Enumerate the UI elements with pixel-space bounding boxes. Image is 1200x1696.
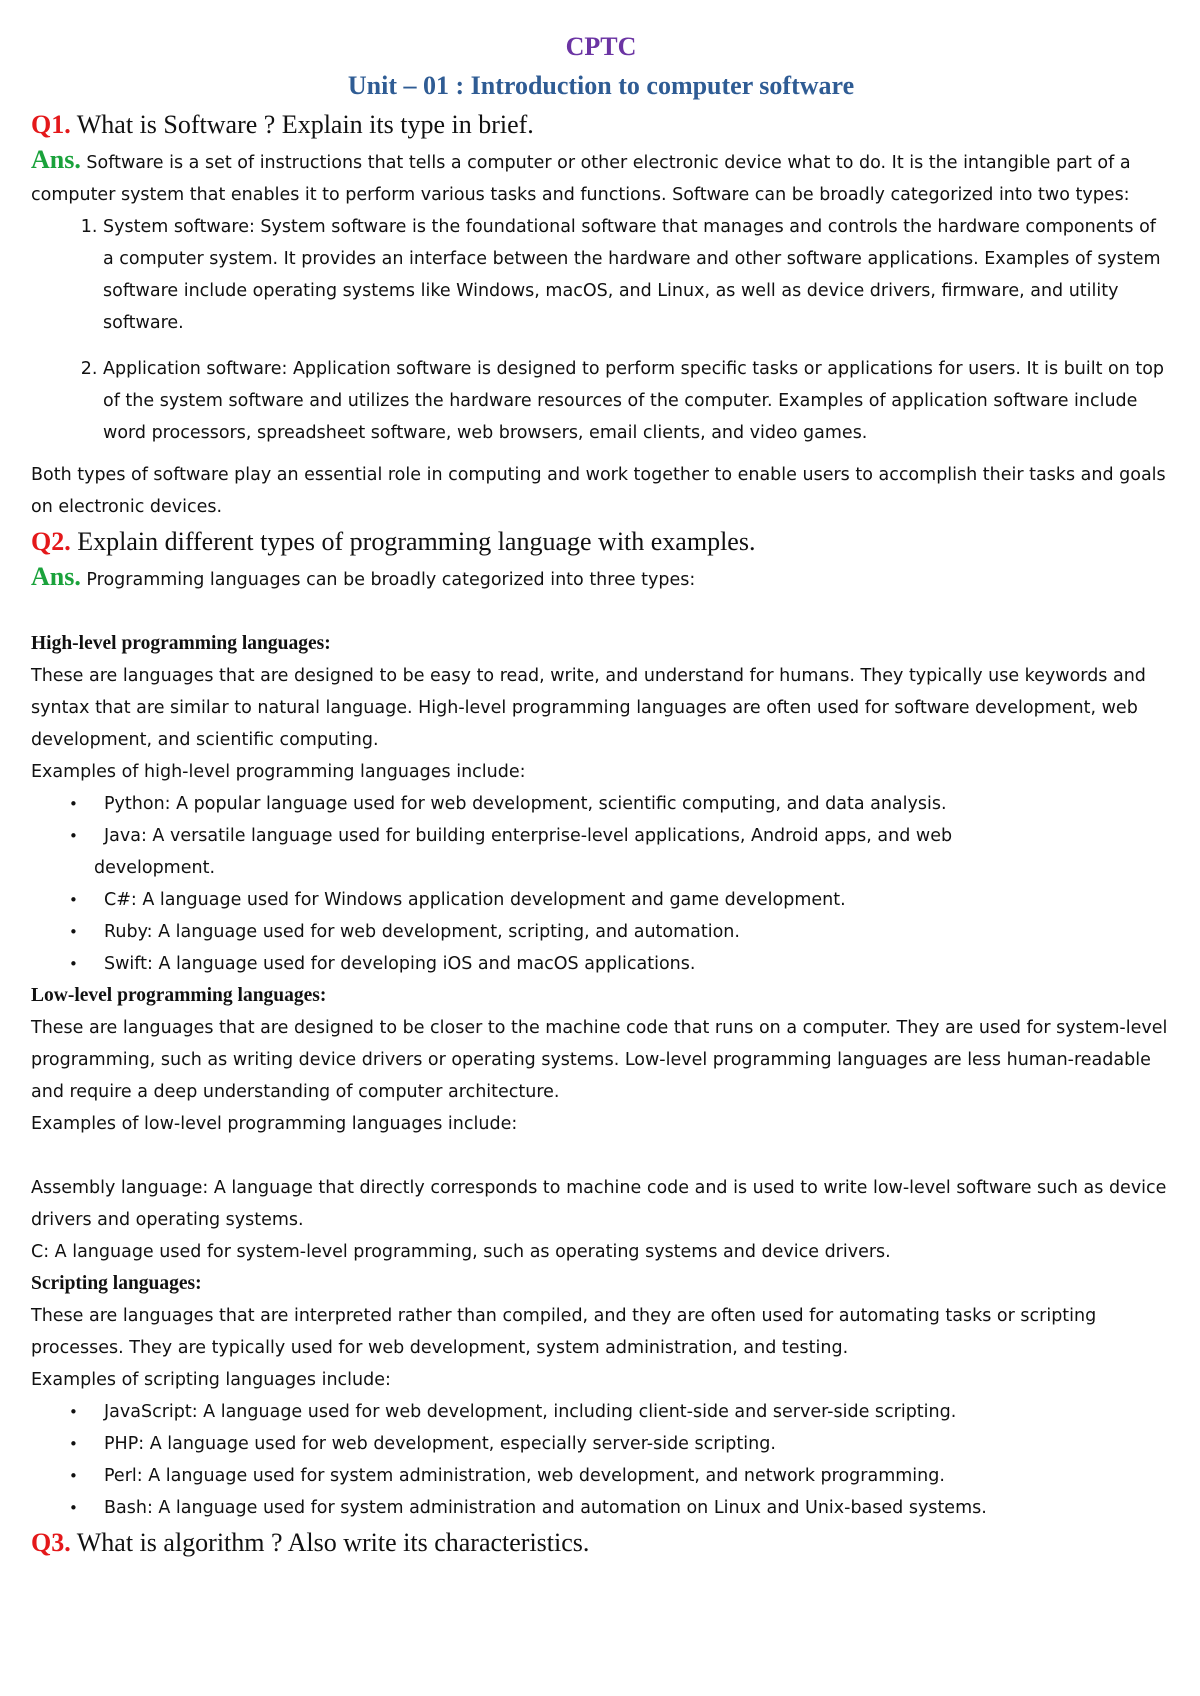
list-item-continuation: development. [94, 858, 216, 878]
question-3-label: Q3. [31, 1528, 71, 1557]
list-item-php [31, 1428, 1171, 1460]
question-2-text: Explain different types of programming language with examples. [70, 527, 756, 556]
list-item-ruby [31, 916, 1171, 948]
bullet-icon: • [69, 1499, 78, 1517]
question-3-text: What is algorithm ? Also write its characteristics. [70, 1528, 590, 1557]
scripting-examples-intro: Examples of scripting languages include: [31, 1370, 391, 1390]
high-level-examples-intro: Examples of high-level programming languages include: [31, 762, 526, 782]
answer-1-intro-text: Software is a set of instructions that tells a computer or other electronic device what to do. It is the intangible part of a computer system that enables it to perform various tasks and functions. Software can be broadly categorized into two types: [31, 153, 1131, 205]
low-level-heading: Low-level programming languages: [31, 985, 327, 1006]
list-item-text: Perl: A language used for system administration, web development, and network programming. [104, 1466, 945, 1486]
high-level-examples-list [31, 788, 1171, 980]
bullet-icon: • [69, 1403, 78, 1421]
answer-2-intro [31, 561, 1171, 596]
question-2-label: Q2. [31, 527, 71, 556]
question-3 [31, 1524, 1171, 1562]
list-item-system-software: 1. System software: System software is the foundational software that manages and controls the hardware components of a computer system. It provides an interface between the hardware and other software applications. Examples of system software include operating systems like Windows, macOS, and Linux, as well as device drivers, firmware, and utility software. [103, 211, 1171, 339]
bullet-icon: • [69, 1435, 78, 1453]
answer-1-intro [31, 144, 1171, 211]
list-item-perl [31, 1460, 1171, 1492]
unit-heading: Unit – 01 : Introduction to computer software [347, 71, 855, 100]
scripting-heading: Scripting languages: [31, 1273, 202, 1294]
high-level-description: These are languages that are designed to be easy to read, write, and understand for humans. They typically use keywords and syntax that are similar to natural language. High-level programming languages are often used for software development, web development, and scientific computing. [31, 666, 1146, 750]
list-item-text: C#: A language used for Windows application development and game development. [104, 890, 846, 910]
bullet-icon: • [69, 891, 78, 909]
bullet-icon: • [69, 1467, 78, 1485]
question-1-text: What is Software ? Explain its type in brief. [70, 110, 534, 139]
bullet-icon: • [69, 827, 78, 845]
list-item-csharp [31, 884, 1171, 916]
question-2 [31, 523, 1171, 561]
list-item-python [31, 788, 1171, 820]
answer-1-label: Ans. [31, 145, 81, 174]
software-types-list [31, 211, 1171, 449]
list-item-text: Python: A popular language used for web development, scientific computing, and data analysis. [104, 794, 947, 814]
list-item-javascript [31, 1396, 1171, 1428]
list-item-text: PHP: A language used for web development, especially server-side scripting. [104, 1434, 776, 1454]
list-item-text: JavaScript: A language used for web development, including client-side and server-side scripting. [104, 1402, 957, 1422]
list-item-swift [31, 948, 1171, 980]
list-item-text: Swift: A language used for developing iOS and macOS applications. [104, 954, 696, 974]
bullet-icon: • [69, 923, 78, 941]
spacer [31, 596, 1171, 628]
high-level-heading: High-level programming languages: [31, 633, 331, 654]
low-level-description: These are languages that are designed to be closer to the machine code that runs on a computer. They are used for system-level programming, such as writing device drivers or operating systems. Low-level programming languages are less human-readable and require a deep understanding of computer architecture. [31, 1018, 1168, 1102]
answer-1-conclusion: Both types of software play an essential role in computing and work together to enable users to accomplish their tasks and goals on electronic devices. [31, 465, 1166, 517]
spacer [31, 1140, 1171, 1172]
low-level-examples-intro: Examples of low-level programming languages include: [31, 1114, 518, 1134]
list-item-bash [31, 1492, 1171, 1524]
scripting-examples-list [31, 1396, 1171, 1524]
list-item-text: Bash: A language used for system administration and automation on Linux and Unix-based systems. [104, 1498, 987, 1518]
scripting-description: These are languages that are interpreted rather than compiled, and they are often used for automating tasks or scripting processes. They are typically used for web development, system administration, and testing. [31, 1306, 1097, 1358]
document-title: CPTC [565, 32, 637, 61]
list-item-text: Java: A versatile language used for building enterprise-level applications, Android apps, and web [104, 826, 953, 846]
bullet-icon: • [69, 795, 78, 813]
document-page [31, 28, 1171, 1562]
low-level-c: C: A language used for system-level programming, such as operating systems and device drivers. [31, 1242, 891, 1262]
bullet-icon: • [69, 955, 78, 973]
question-1 [31, 106, 1171, 144]
low-level-assembly: Assembly language: A language that directly corresponds to machine code and is used to write low-level software such as device drivers and operating systems. [31, 1178, 1167, 1230]
answer-2-label: Ans. [31, 562, 81, 591]
list-item-text: Ruby: A language used for web development, scripting, and automation. [104, 922, 740, 942]
list-item-java [31, 820, 1171, 884]
answer-2-intro-text: Programming languages can be broadly categorized into three types: [80, 570, 696, 590]
list-item-application-software: 2. Application software: Application software is designed to perform specific tasks or applications for users. It is built on top of the system software and utilizes the hardware resources of the computer. Examples of application software include word processors, spreadsheet software, web browsers, email clients, and video games. [103, 353, 1171, 449]
question-1-label: Q1. [31, 110, 71, 139]
